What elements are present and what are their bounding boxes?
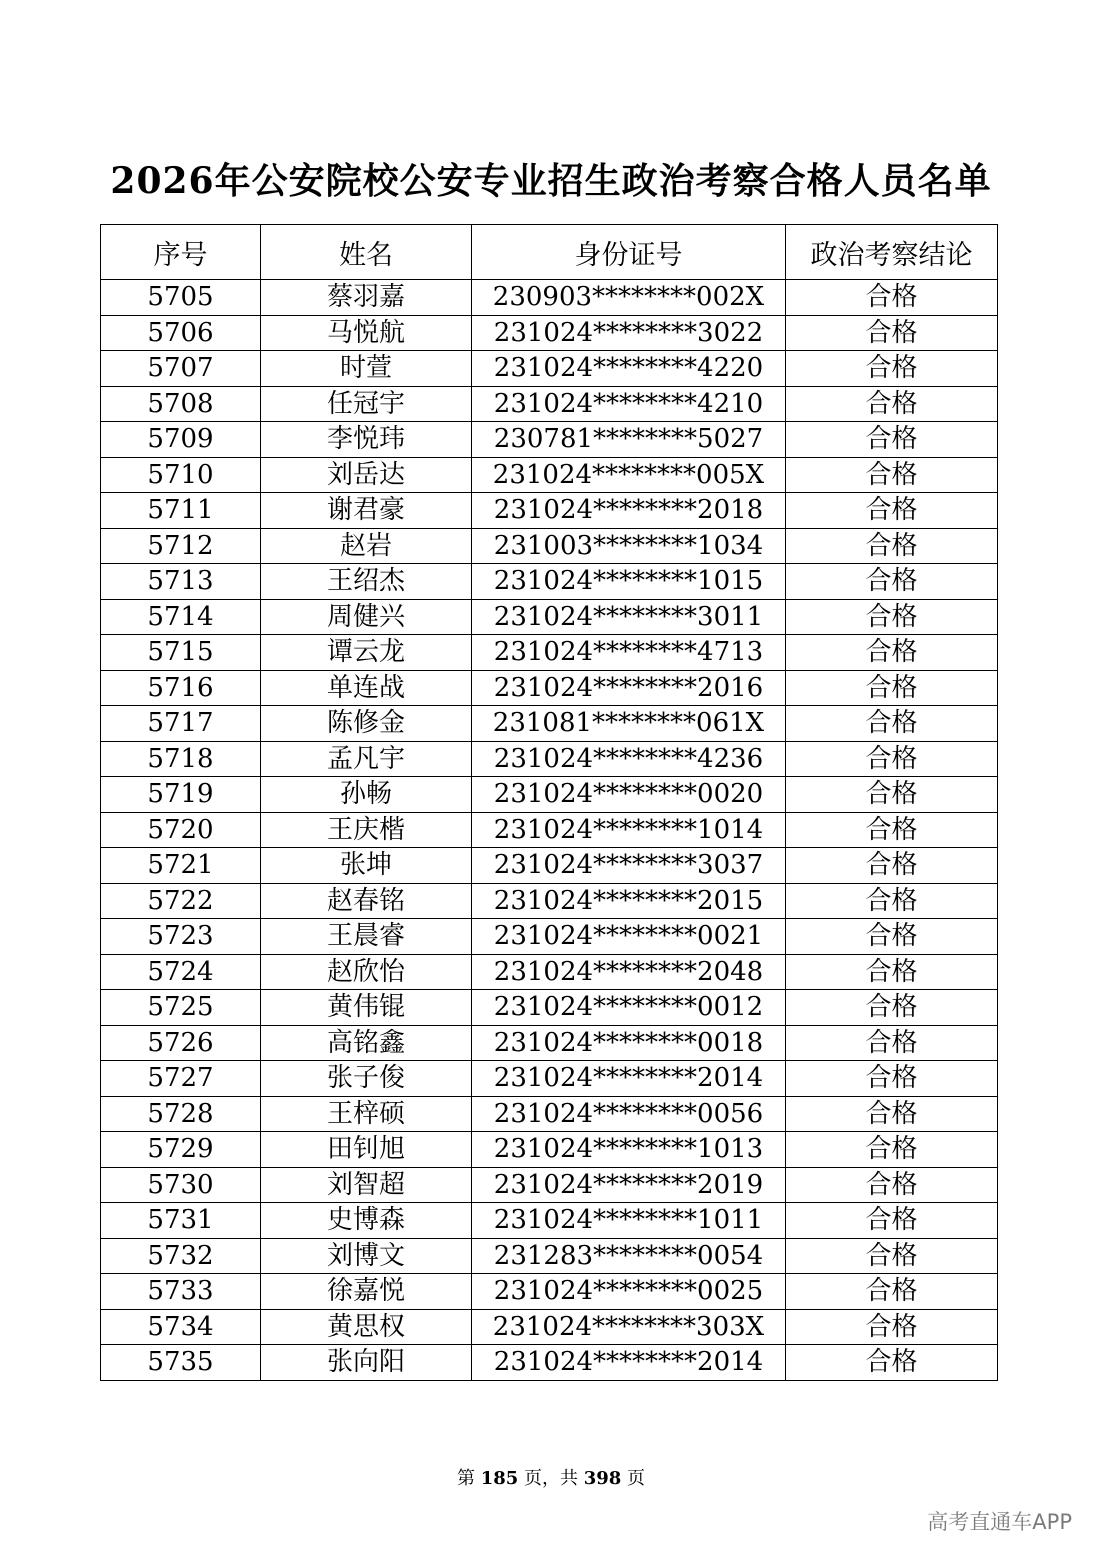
cell-serial: 5734 (101, 1309, 261, 1345)
cell-conclusion: 合格 (786, 741, 998, 777)
table-row (101, 599, 998, 635)
cell-conclusion: 合格 (786, 919, 998, 955)
cell-name: 刘博文 (261, 1238, 472, 1274)
table-row (101, 528, 998, 564)
cell-id-number: 231024********2048 (472, 954, 786, 990)
cell-serial: 5733 (101, 1274, 261, 1310)
table-header-row (101, 225, 998, 280)
cell-id-number: 231024********2018 (472, 493, 786, 529)
cell-id-number: 231024********2019 (472, 1167, 786, 1203)
table-row (101, 848, 998, 884)
cell-name: 陈修金 (261, 706, 472, 742)
cell-conclusion: 合格 (786, 1345, 998, 1381)
cell-name: 王晨睿 (261, 919, 472, 955)
footer-prefix: 第 (456, 1468, 475, 1489)
cell-id-number: 231024********3011 (472, 599, 786, 635)
table-row (101, 386, 998, 422)
cell-name: 蔡羽嘉 (261, 280, 472, 316)
cell-serial: 5732 (101, 1238, 261, 1274)
cell-id-number: 231024********0025 (472, 1274, 786, 1310)
cell-serial: 5719 (101, 777, 261, 813)
table-row (101, 706, 998, 742)
table-row (101, 493, 998, 529)
cell-id-number: 231024********2014 (472, 1061, 786, 1097)
table-row (101, 422, 998, 458)
cell-conclusion: 合格 (786, 1167, 998, 1203)
cell-conclusion: 合格 (786, 883, 998, 919)
cell-conclusion: 合格 (786, 599, 998, 635)
page-title: 2026年公安院校公安专业招生政治考察合格人员名单 (110, 160, 992, 202)
table-row (101, 564, 998, 600)
cell-name: 张坤 (261, 848, 472, 884)
cell-conclusion: 合格 (786, 990, 998, 1026)
cell-serial: 5720 (101, 812, 261, 848)
cell-serial: 5715 (101, 635, 261, 671)
cell-serial: 5709 (101, 422, 261, 458)
cell-name: 黄伟锟 (261, 990, 472, 1026)
cell-id-number: 231024********2016 (472, 670, 786, 706)
cell-conclusion: 合格 (786, 1096, 998, 1132)
cell-id-number: 231024********3022 (472, 315, 786, 351)
cell-serial: 5712 (101, 528, 261, 564)
header-id-number: 身份证号 (472, 225, 786, 280)
cell-serial: 5725 (101, 990, 261, 1026)
cell-name: 赵春铭 (261, 883, 472, 919)
cell-serial: 5726 (101, 1025, 261, 1061)
cell-id-number: 231024********4713 (472, 635, 786, 671)
cell-id-number: 231003********1034 (472, 528, 786, 564)
cell-name: 时萱 (261, 351, 472, 387)
cell-serial: 5705 (101, 280, 261, 316)
table-row (101, 351, 998, 387)
table-row (101, 883, 998, 919)
header-name: 姓名 (261, 225, 472, 280)
cell-name: 王梓硕 (261, 1096, 472, 1132)
cell-name: 孙畅 (261, 777, 472, 813)
cell-id-number: 230781********5027 (472, 422, 786, 458)
table-row (101, 315, 998, 351)
header-serial: 序号 (101, 225, 261, 280)
cell-conclusion: 合格 (786, 1132, 998, 1168)
cell-id-number: 231024********1013 (472, 1132, 786, 1168)
cell-id-number: 231024********303X (472, 1309, 786, 1345)
cell-serial: 5706 (101, 315, 261, 351)
footer-current-page: 185 (480, 1468, 519, 1489)
cell-conclusion: 合格 (786, 1025, 998, 1061)
cell-conclusion: 合格 (786, 280, 998, 316)
cell-name: 张子俊 (261, 1061, 472, 1097)
cell-name: 马悦航 (261, 315, 472, 351)
table-row (101, 280, 998, 316)
cell-name: 张向阳 (261, 1345, 472, 1381)
table-row (101, 1061, 998, 1097)
table-row (101, 1309, 998, 1345)
cell-serial: 5730 (101, 1167, 261, 1203)
cell-serial: 5713 (101, 564, 261, 600)
roster-table (100, 224, 998, 1381)
cell-id-number: 231024********4220 (472, 351, 786, 387)
table-row (101, 1025, 998, 1061)
cell-serial: 5717 (101, 706, 261, 742)
cell-serial: 5711 (101, 493, 261, 529)
cell-serial: 5718 (101, 741, 261, 777)
header-conclusion: 政治考察结论 (786, 225, 998, 280)
cell-name: 谭云龙 (261, 635, 472, 671)
cell-name: 孟凡宇 (261, 741, 472, 777)
cell-id-number: 231283********0054 (472, 1238, 786, 1274)
cell-id-number: 231024********4210 (472, 386, 786, 422)
cell-serial: 5729 (101, 1132, 261, 1168)
cell-id-number: 231024********0020 (472, 777, 786, 813)
cell-name: 王庆楷 (261, 812, 472, 848)
table-row (101, 812, 998, 848)
cell-id-number: 231024********0056 (472, 1096, 786, 1132)
cell-serial: 5708 (101, 386, 261, 422)
cell-id-number: 231024********1011 (472, 1203, 786, 1239)
cell-name: 高铭鑫 (261, 1025, 472, 1061)
table-row (101, 1096, 998, 1132)
table-row (101, 1132, 998, 1168)
cell-conclusion: 合格 (786, 351, 998, 387)
cell-serial: 5735 (101, 1345, 261, 1381)
cell-id-number: 231024********1015 (472, 564, 786, 600)
watermark: 高考直通车APP (927, 1510, 1072, 1534)
cell-id-number: 231024********0012 (472, 990, 786, 1026)
cell-serial: 5714 (101, 599, 261, 635)
cell-name: 任冠宇 (261, 386, 472, 422)
roster-body (101, 280, 998, 1381)
table-row (101, 954, 998, 990)
table-row (101, 635, 998, 671)
cell-name: 黄思权 (261, 1309, 472, 1345)
table-row (101, 919, 998, 955)
cell-conclusion: 合格 (786, 1309, 998, 1345)
cell-conclusion: 合格 (786, 635, 998, 671)
cell-conclusion: 合格 (786, 564, 998, 600)
cell-id-number: 231081********061X (472, 706, 786, 742)
cell-id-number: 231024********0018 (472, 1025, 786, 1061)
table-row (101, 1345, 998, 1381)
cell-conclusion: 合格 (786, 954, 998, 990)
cell-conclusion: 合格 (786, 812, 998, 848)
cell-serial: 5710 (101, 457, 261, 493)
cell-id-number: 231024********2015 (472, 883, 786, 919)
table-row (101, 741, 998, 777)
cell-id-number: 231024********1014 (472, 812, 786, 848)
cell-name: 谢君豪 (261, 493, 472, 529)
cell-conclusion: 合格 (786, 1238, 998, 1274)
footer-middle: 页，共 (524, 1468, 578, 1489)
cell-id-number: 231024********005X (472, 457, 786, 493)
cell-conclusion: 合格 (786, 386, 998, 422)
table-row (101, 670, 998, 706)
cell-name: 赵欣怡 (261, 954, 472, 990)
table-row (101, 990, 998, 1026)
cell-serial: 5724 (101, 954, 261, 990)
cell-id-number: 231024********3037 (472, 848, 786, 884)
table-row (101, 1238, 998, 1274)
cell-conclusion: 合格 (786, 528, 998, 564)
cell-conclusion: 合格 (786, 1274, 998, 1310)
cell-name: 田钊旭 (261, 1132, 472, 1168)
cell-id-number: 231024********4236 (472, 741, 786, 777)
cell-name: 刘岳达 (261, 457, 472, 493)
cell-conclusion: 合格 (786, 457, 998, 493)
cell-conclusion: 合格 (786, 706, 998, 742)
cell-name: 李悦玮 (261, 422, 472, 458)
cell-conclusion: 合格 (786, 315, 998, 351)
cell-conclusion: 合格 (786, 422, 998, 458)
cell-serial: 5723 (101, 919, 261, 955)
cell-serial: 5722 (101, 883, 261, 919)
page-footer (0, 1464, 1102, 1490)
table-row (101, 1167, 998, 1203)
footer-suffix: 页 (627, 1468, 646, 1489)
cell-conclusion: 合格 (786, 493, 998, 529)
cell-serial: 5728 (101, 1096, 261, 1132)
cell-conclusion: 合格 (786, 1203, 998, 1239)
cell-serial: 5731 (101, 1203, 261, 1239)
cell-conclusion: 合格 (786, 670, 998, 706)
cell-serial: 5721 (101, 848, 261, 884)
cell-id-number: 230903********002X (472, 280, 786, 316)
footer-total-pages: 398 (583, 1468, 622, 1489)
cell-id-number: 231024********2014 (472, 1345, 786, 1381)
table-row (101, 777, 998, 813)
cell-name: 单连战 (261, 670, 472, 706)
cell-name: 王绍杰 (261, 564, 472, 600)
cell-serial: 5716 (101, 670, 261, 706)
cell-id-number: 231024********0021 (472, 919, 786, 955)
cell-name: 周健兴 (261, 599, 472, 635)
cell-conclusion: 合格 (786, 1061, 998, 1097)
table-row (101, 1203, 998, 1239)
cell-serial: 5707 (101, 351, 261, 387)
cell-conclusion: 合格 (786, 777, 998, 813)
cell-name: 刘智超 (261, 1167, 472, 1203)
cell-name: 史博森 (261, 1203, 472, 1239)
table-row (101, 1274, 998, 1310)
cell-name: 赵岩 (261, 528, 472, 564)
cell-name: 徐嘉悦 (261, 1274, 472, 1310)
cell-conclusion: 合格 (786, 848, 998, 884)
cell-serial: 5727 (101, 1061, 261, 1097)
table-row (101, 457, 998, 493)
